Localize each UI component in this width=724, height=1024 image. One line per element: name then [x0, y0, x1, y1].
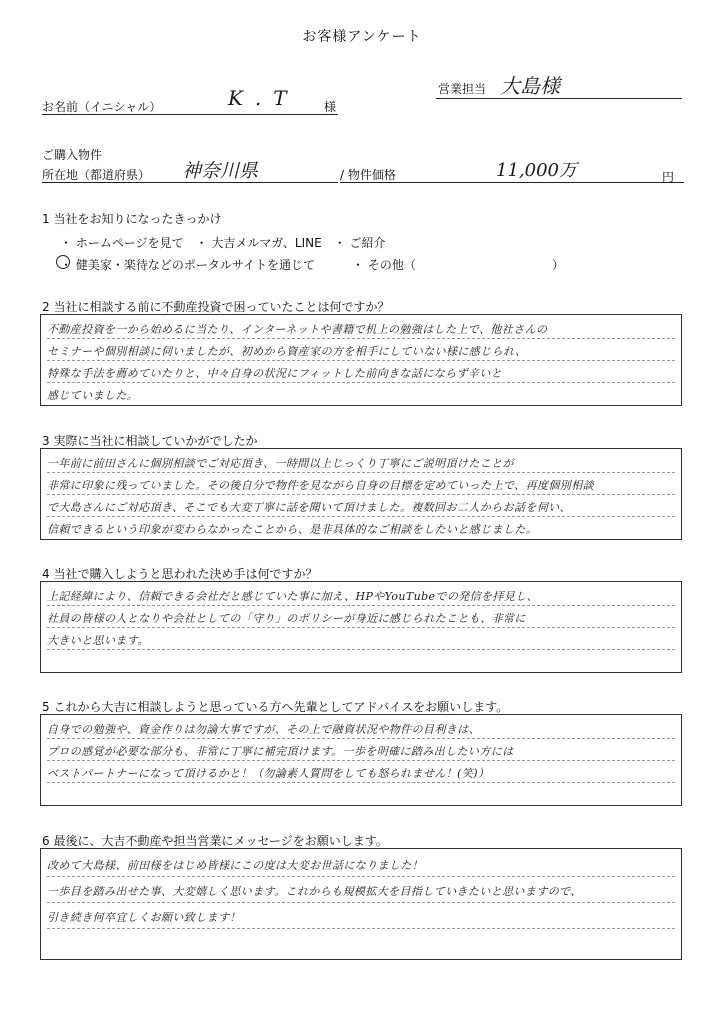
q5-answer-line: プロの感覚が必要な部分も、非常に丁寧に補完頂けます。一歩を明確に踏み出したい方には: [47, 745, 514, 758]
page-title: お客様アンケート: [302, 29, 422, 45]
q1-option-other-close: ）: [552, 258, 565, 272]
q4-answer-line: 社員の皆様の人となりや会社としての「守り」のポリシーが身近に感じられたことも、非常に: [47, 612, 526, 625]
sales-rep-value: 大島様: [500, 74, 560, 98]
location-label: 所在地（都道府県）: [42, 168, 151, 182]
q2-answer-line: 感じていました。: [47, 389, 139, 402]
q4-question: 4 当社で購入しようと思われた決め手は何ですか？: [42, 567, 318, 581]
q2-answer-line: 特殊な手法を薦めていたりと、中々自身の状況にフィットした前向きな話にならず辛いと: [47, 367, 503, 380]
q2-answer-box: [40, 314, 682, 406]
q5-question: 5 これから大吉に相談しようと思っている方へ先輩としてアドバイスをお願いします。: [42, 700, 509, 714]
q6-answer-line: 改めて大島様、前田様をはじめ皆様にこの度は大変お世話になりました！: [47, 859, 424, 872]
location-value: 神奈川県: [182, 160, 259, 182]
price-value: 11,000万: [496, 160, 577, 181]
q3-question: 3 実際に当社に相談していかがでしたか: [42, 434, 258, 448]
location-field: [42, 162, 338, 183]
name-label: お名前（イニシャル）: [42, 100, 162, 114]
q3-answer-line: 一年前に前田さんに個別相談でご対応頂き、一時間以上じっくり丁寧にご説明頂けたことが: [47, 457, 514, 470]
q3-answer-line: 信頼できるという印象が変わらなかったことから、是非具体的なご相談をしたいと感じました。: [47, 523, 538, 536]
name-field: [42, 86, 338, 115]
price-label: / 物件価格: [340, 168, 396, 182]
q2-answer-line: 不動産投資を一から始めるに当たり、インターネットや書籍で机上の勉強はした上で、他社さんの: [47, 323, 548, 336]
sales-rep-label: 営業担当: [438, 82, 487, 96]
q3-answer-box: [40, 448, 682, 540]
q1-options-row1: ・ ホームページを見て ・ 大吉メルマガ、LINE ・ ご紹介: [60, 236, 386, 250]
q3-answer-line: で大島さんにご対応頂き、そこでも大変丁寧に話を聞いて頂けました。複数回お二人からお話を伺い、: [47, 501, 571, 514]
q5-answer-line: 自身での勉強や、資金作りは勿論大事ですが、その上で融資状況や物件の目利きは、: [47, 723, 480, 736]
q1-option-portal: ・ 健美家・楽待などのポータルサイトを通じて: [60, 258, 315, 272]
q4-answer-line: 上記経緯により、信頼できる会社だと感じていた事に加え、HPやYouTubeでの発信を拝見し、: [47, 590, 539, 603]
q1-option-other: ・ その他（: [352, 258, 416, 272]
q4-answer-box: [40, 581, 682, 673]
name-suffix: 様: [324, 100, 337, 114]
q6-answer-line: 引き続き何卒宜しくお願い致します！: [47, 911, 241, 924]
q2-answer-line: セミナーや個別相談に伺いましたが、初めから資産家の方を相手にしていない様に感じられ、: [47, 345, 527, 358]
q5-answer-box: [40, 714, 682, 806]
sales-rep-field: [436, 74, 682, 99]
q3-answer-line: 非常に印象に残っていました。その後自分で物件を見ながら自身の目標を定めていった上で、再度個別相談: [47, 479, 594, 492]
property-heading: ご購入物件: [42, 148, 103, 162]
price-unit: 円: [662, 170, 675, 184]
q2-question: 2 当社に相談する前に不動産投資で困っていたことは何ですか？: [42, 300, 390, 314]
q6-answer-line: 一歩目を踏み出せた事、大変嬉しく思います。これからも規模拡大を目指していきたいと思いますので、: [47, 885, 582, 898]
q4-answer-line: 大きいと思います。: [47, 634, 149, 647]
name-value: K.T: [228, 86, 299, 110]
q1-question: 1 当社をお知りになったきっかけ: [42, 212, 222, 226]
q6-question: 6 最後に、大吉不動産や担当営業にメッセージをお願いします。: [42, 834, 388, 848]
q5-answer-line: ベストパートナーになって頂けるかと！（勿論素人質問をしても怒られません！(笑)）: [47, 767, 490, 780]
price-field: [340, 162, 684, 183]
q6-answer-box: [40, 848, 682, 960]
